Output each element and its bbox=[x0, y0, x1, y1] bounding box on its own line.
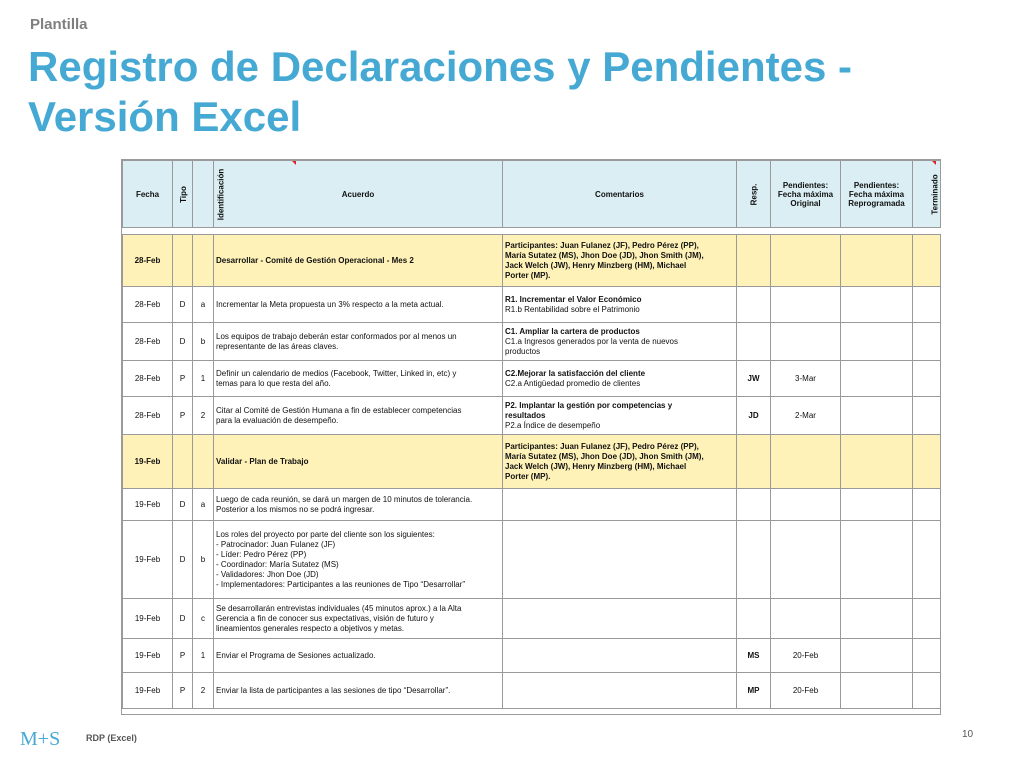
cell-terminado bbox=[913, 489, 941, 521]
cell-tipo: P bbox=[173, 639, 193, 673]
meeting-row bbox=[123, 435, 941, 489]
cell-tipo: D bbox=[173, 521, 193, 599]
text-line: Validar - Plan de Trabajo bbox=[216, 456, 309, 466]
col-header-identificacion: Identificación bbox=[193, 161, 214, 228]
comment-marker-icon bbox=[292, 161, 296, 165]
text-line: Jack Welch (JW), Henry Minzberg (HM), Michael bbox=[505, 260, 687, 270]
cell-comentarios bbox=[503, 287, 737, 323]
cell-terminado bbox=[913, 599, 941, 639]
text-line: Participantes: Juan Fulanez (JF), Pedro Pérez (PP), bbox=[505, 240, 699, 250]
footer-label: RDP (Excel) bbox=[86, 733, 137, 743]
slide-title: Registro de Declaraciones y Pendientes - Versión Excel bbox=[28, 43, 852, 140]
table-row bbox=[123, 521, 941, 599]
table-row bbox=[123, 673, 941, 709]
cell-identificacion bbox=[193, 435, 214, 489]
cell-fecha-original bbox=[771, 323, 841, 361]
cell-tipo: P bbox=[173, 361, 193, 397]
text-line: temas para lo que resta del año. bbox=[216, 378, 331, 388]
cell-fecha-original: 2-Mar bbox=[771, 397, 841, 435]
cell-fecha: 19-Feb bbox=[123, 639, 173, 673]
cell-fecha: 19-Feb bbox=[123, 435, 173, 489]
cell-identificacion: 2 bbox=[193, 397, 214, 435]
brand-logo: M+S bbox=[20, 728, 61, 750]
text-line: Luego de cada reunión, se dará un margen de 10 minutos de tolerancia. bbox=[216, 494, 473, 504]
cell-acuerdo bbox=[214, 435, 503, 489]
cell-fecha-reprogramada bbox=[841, 521, 913, 599]
text-line: - Líder: Pedro Pérez (PP) bbox=[216, 549, 307, 559]
cell-resp bbox=[737, 287, 771, 323]
cell-fecha-reprogramada bbox=[841, 639, 913, 673]
text-line: Citar al Comité de Gestión Humana a fin de establecer competencias bbox=[216, 405, 462, 415]
cell-fecha-original bbox=[771, 435, 841, 489]
cell-resp: JW bbox=[737, 361, 771, 397]
declarations-table bbox=[122, 160, 941, 709]
col-header-fecha-original: Pendientes: Fecha máxima Original bbox=[771, 161, 841, 228]
table-row bbox=[123, 287, 941, 323]
cell-identificacion: b bbox=[193, 521, 214, 599]
cell-fecha-reprogramada bbox=[841, 397, 913, 435]
cell-fecha: 28-Feb bbox=[123, 397, 173, 435]
cell-fecha: 28-Feb bbox=[123, 361, 173, 397]
col-header-tipo: Tipo bbox=[173, 161, 193, 228]
col-header-resp: Resp. bbox=[737, 161, 771, 228]
text-line: C1.a Ingresos generados por la venta de nuevos bbox=[505, 336, 679, 346]
cell-identificacion bbox=[193, 235, 214, 287]
comment-marker-icon bbox=[932, 161, 936, 165]
cell-resp bbox=[737, 489, 771, 521]
col-header-fecha: Fecha bbox=[123, 161, 173, 228]
cell-resp bbox=[737, 599, 771, 639]
cell-acuerdo bbox=[214, 361, 503, 397]
text-line: - Implementadores: Participantes a las reuniones de Tipo “Desarrollar” bbox=[216, 579, 466, 589]
cell-terminado bbox=[913, 397, 941, 435]
text-line: Se desarrollarán entrevistas individuales (45 minutos aprox.) a la Alta bbox=[216, 603, 462, 613]
cell-acuerdo bbox=[214, 397, 503, 435]
cell-fecha-reprogramada bbox=[841, 235, 913, 287]
cell-fecha-original: 3-Mar bbox=[771, 361, 841, 397]
cell-terminado bbox=[913, 639, 941, 673]
cell-terminado bbox=[913, 521, 941, 599]
text-line: P2. Implantar la gestión por competencias y bbox=[505, 400, 673, 410]
cell-resp: MS bbox=[737, 639, 771, 673]
cell-identificacion: c bbox=[193, 599, 214, 639]
text-line: resultados bbox=[505, 410, 546, 420]
text-line: productos bbox=[505, 346, 541, 356]
cell-terminado bbox=[913, 435, 941, 489]
col-header-terminado: Terminado bbox=[913, 161, 941, 228]
cell-fecha-original bbox=[771, 489, 841, 521]
cell-comentarios bbox=[503, 489, 737, 521]
cell-comentarios bbox=[503, 599, 737, 639]
cell-resp bbox=[737, 323, 771, 361]
text-line: Posterior a los mismos no se podrá ingresar. bbox=[216, 504, 375, 514]
cell-acuerdo bbox=[214, 489, 503, 521]
cell-tipo bbox=[173, 435, 193, 489]
text-line: R1.b Rentabilidad sobre el Patrimonio bbox=[505, 304, 640, 314]
table-row bbox=[123, 639, 941, 673]
text-line: representante de las áreas claves. bbox=[216, 341, 339, 351]
table-row bbox=[123, 489, 941, 521]
text-line: María Sutatez (MS), Jhon Doe (JD), Jhon Smith (JM), bbox=[505, 451, 704, 461]
cell-resp bbox=[737, 435, 771, 489]
table-row bbox=[123, 397, 941, 435]
cell-tipo: D bbox=[173, 323, 193, 361]
cell-identificacion: 1 bbox=[193, 361, 214, 397]
cell-fecha-reprogramada bbox=[841, 435, 913, 489]
cell-fecha-reprogramada bbox=[841, 599, 913, 639]
excel-sheet bbox=[121, 159, 941, 715]
cell-comentarios bbox=[503, 435, 737, 489]
cell-fecha: 28-Feb bbox=[123, 323, 173, 361]
slide-eyebrow: Plantilla bbox=[30, 16, 88, 33]
cell-fecha: 19-Feb bbox=[123, 521, 173, 599]
cell-resp: MP bbox=[737, 673, 771, 709]
text-line: C2.Mejorar la satisfacción del cliente bbox=[505, 368, 646, 378]
text-line: R1. Incrementar el Valor Económico bbox=[505, 294, 642, 304]
cell-resp bbox=[737, 235, 771, 287]
text-line: lineamientos generales respecto a objetivos y metas. bbox=[216, 623, 405, 633]
text-line: Incrementar la Meta propuesta un 3% respecto a la meta actual. bbox=[216, 299, 444, 309]
cell-acuerdo bbox=[214, 673, 503, 709]
table-body bbox=[123, 228, 941, 709]
cell-terminado bbox=[913, 235, 941, 287]
cell-fecha-original bbox=[771, 287, 841, 323]
cell-acuerdo bbox=[214, 639, 503, 673]
col-header-fecha-reprogramada: Pendientes: Fecha máxima Reprogramada bbox=[841, 161, 913, 228]
cell-comentarios bbox=[503, 397, 737, 435]
spacer-cell bbox=[123, 228, 941, 235]
cell-fecha-original bbox=[771, 599, 841, 639]
cell-fecha-reprogramada bbox=[841, 287, 913, 323]
cell-fecha: 19-Feb bbox=[123, 673, 173, 709]
cell-tipo: D bbox=[173, 489, 193, 521]
cell-acuerdo bbox=[214, 521, 503, 599]
text-line: Porter (MP). bbox=[505, 270, 551, 280]
cell-comentarios bbox=[503, 323, 737, 361]
cell-acuerdo bbox=[214, 599, 503, 639]
text-line: Enviar la lista de participantes a las sesiones de tipo “Desarrollar”. bbox=[216, 685, 451, 695]
text-line: Participantes: Juan Fulanez (JF), Pedro Pérez (PP), bbox=[505, 441, 699, 451]
text-line: para la evaluación de desempeño. bbox=[216, 415, 339, 425]
cell-fecha: 28-Feb bbox=[123, 287, 173, 323]
cell-tipo: D bbox=[173, 599, 193, 639]
cell-tipo: P bbox=[173, 673, 193, 709]
cell-identificacion: 2 bbox=[193, 673, 214, 709]
cell-fecha-original: 20-Feb bbox=[771, 639, 841, 673]
cell-fecha-original bbox=[771, 521, 841, 599]
text-line: - Patrocinador: Juan Fulanez (JF) bbox=[216, 539, 336, 549]
cell-terminado bbox=[913, 287, 941, 323]
text-line: Desarrollar - Comité de Gestión Operacional - Mes 2 bbox=[216, 255, 414, 265]
cell-identificacion: a bbox=[193, 489, 214, 521]
cell-comentarios bbox=[503, 673, 737, 709]
text-line: - Coordinador: María Sutatez (MS) bbox=[216, 559, 339, 569]
text-line: Los equipos de trabajo deberán estar conformados por al menos un bbox=[216, 331, 457, 341]
cell-terminado bbox=[913, 361, 941, 397]
cell-comentarios bbox=[503, 521, 737, 599]
meeting-row bbox=[123, 235, 941, 287]
cell-comentarios bbox=[503, 361, 737, 397]
col-header-comentarios: Comentarios bbox=[503, 161, 737, 228]
table-row bbox=[123, 361, 941, 397]
text-line: Porter (MP). bbox=[505, 471, 551, 481]
cell-comentarios bbox=[503, 235, 737, 287]
cell-terminado bbox=[913, 673, 941, 709]
cell-tipo: D bbox=[173, 287, 193, 323]
cell-fecha: 28-Feb bbox=[123, 235, 173, 287]
cell-fecha: 19-Feb bbox=[123, 599, 173, 639]
cell-fecha-reprogramada bbox=[841, 361, 913, 397]
cell-fecha-reprogramada bbox=[841, 673, 913, 709]
cell-tipo bbox=[173, 235, 193, 287]
text-line: María Sutatez (MS), Jhon Doe (JD), Jhon Smith (JM), bbox=[505, 250, 704, 260]
cell-comentarios bbox=[503, 639, 737, 673]
text-line: - Validadores: Jhon Doe (JD) bbox=[216, 569, 319, 579]
text-line: P2.a Índice de desempeño bbox=[505, 420, 601, 430]
text-line: C2.a Antigüedad promedio de clientes bbox=[505, 378, 641, 388]
cell-fecha-original bbox=[771, 235, 841, 287]
spacer-row bbox=[123, 228, 941, 235]
cell-identificacion: b bbox=[193, 323, 214, 361]
cell-identificacion: 1 bbox=[193, 639, 214, 673]
cell-acuerdo bbox=[214, 287, 503, 323]
text-line: C1. Ampliar la cartera de productos bbox=[505, 326, 640, 336]
cell-acuerdo bbox=[214, 235, 503, 287]
cell-fecha-reprogramada bbox=[841, 323, 913, 361]
col-header-acuerdo: Acuerdo bbox=[214, 161, 503, 228]
table-row bbox=[123, 599, 941, 639]
cell-identificacion: a bbox=[193, 287, 214, 323]
cell-fecha: 19-Feb bbox=[123, 489, 173, 521]
table-header-row bbox=[123, 161, 941, 228]
text-line: Definir un calendario de medios (Facebook, Twitter, Linked in, etc) y bbox=[216, 368, 457, 378]
cell-fecha-reprogramada bbox=[841, 489, 913, 521]
cell-tipo: P bbox=[173, 397, 193, 435]
cell-resp: JD bbox=[737, 397, 771, 435]
cell-resp bbox=[737, 521, 771, 599]
text-line: Enviar el Programa de Sesiones actualizado. bbox=[216, 650, 376, 660]
cell-acuerdo bbox=[214, 323, 503, 361]
cell-terminado bbox=[913, 323, 941, 361]
text-line: Gerencia a fin de conocer sus expectativas, visión de futuro y bbox=[216, 613, 434, 623]
text-line: Jack Welch (JW), Henry Minzberg (HM), Michael bbox=[505, 461, 687, 471]
page-number: 10 bbox=[962, 729, 974, 740]
text-line: Los roles del proyecto por parte del cliente son los siguientes: bbox=[216, 529, 435, 539]
cell-fecha-original: 20-Feb bbox=[771, 673, 841, 709]
table-row bbox=[123, 323, 941, 361]
